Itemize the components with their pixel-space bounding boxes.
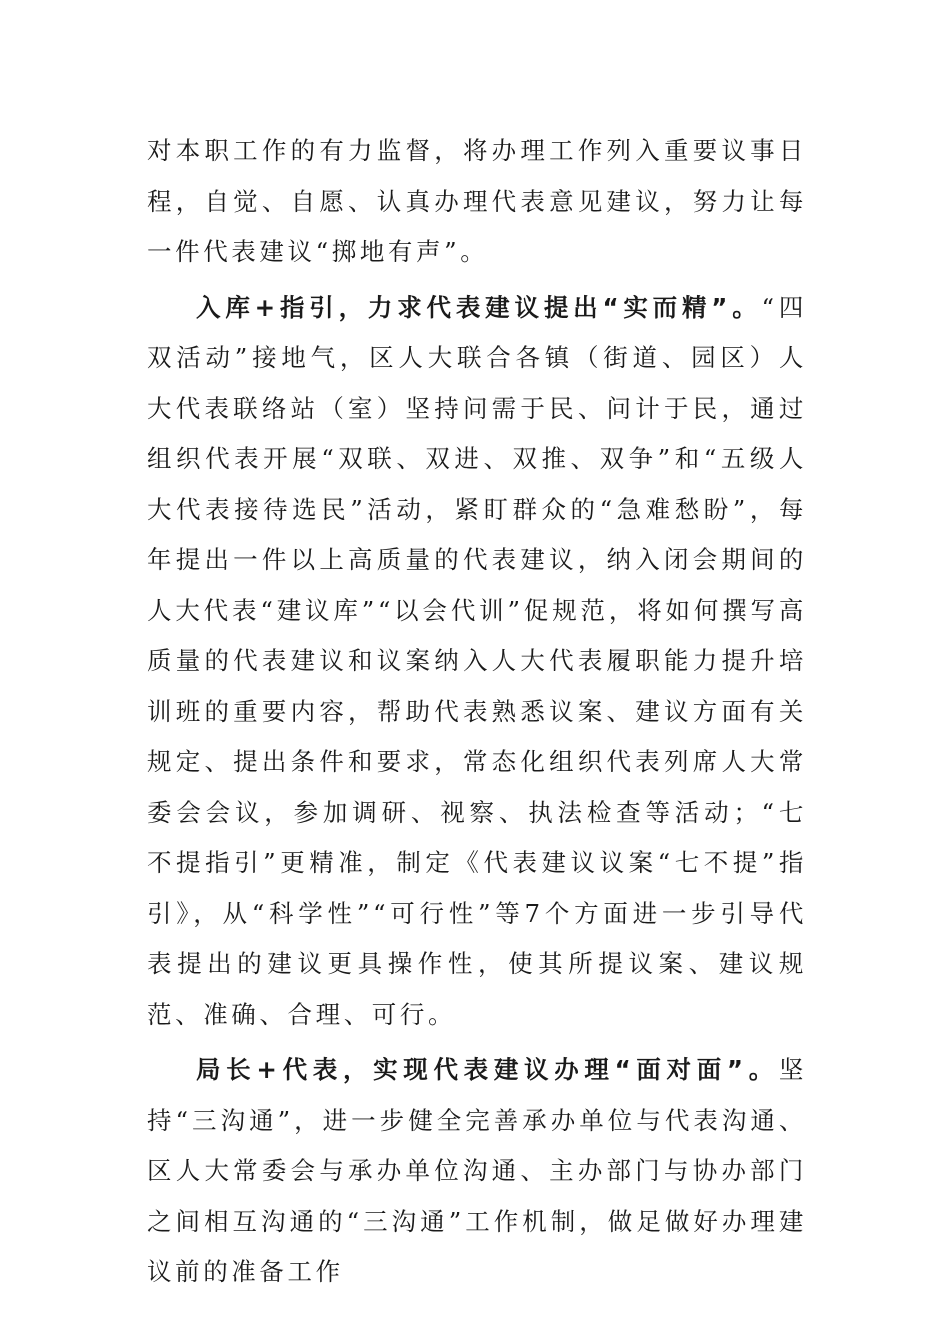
paragraph-lead-heading: 入库+指引，力求代表建议提出“实而精”。 (196, 292, 762, 322)
paragraph-continuation (147, 126, 807, 278)
paragraph-database-guidance (147, 283, 807, 1041)
paragraph-lead-heading: 局长+代表，实现代表建议办理“面对面”。 (196, 1055, 779, 1084)
paragraph-text: 对本职工作的有力监督，将办理工作列入重要议事日程，自觉、自愿、认真办理代表意见建议，努力让每一件代表建议“掷地有声”。 (147, 136, 807, 266)
paragraph-director-representative (147, 1045, 807, 1298)
paragraph-text: “四双活动”接地气，区人大联合各镇（街道、园区）人大代表联络站（室）坚持问需于民、问计于民，通过组织代表开展“双联、双进、双推、双争”和“五级人大代表接待选民”活动，紧盯群众的“急难愁盼”，每年提出一件以上高质量的代表建议，纳入闭会期间的人大代表“建议库”“以会代训”促规范，将如何撰写高质量的代表建议和议案纳入人大代表履职能力提升培训班的重要内容，帮助代表熟悉议案、建议方面有关规定、提出条件和要求，常态化组织代表列席人大常委会会议，参加调研、视察、执法检查等活动；“七不提指引”更精准，制定《代表建议议案“七不提”指引》，从“科学性”“可行性”等7个方面进一步引导代表提出的建议更具操作性，使其所提议案、建议规范、准确、合理、可行。 (147, 292, 807, 1029)
paragraph-text: 坚持“三沟通”，进一步健全完善承办单位与代表沟通、区人大常委会与承办单位沟通、主办部门与协办部门之间相互沟通的“三沟通”工作机制，做足做好办理建议前的准备工作 (147, 1055, 807, 1286)
document-body (147, 126, 807, 1298)
